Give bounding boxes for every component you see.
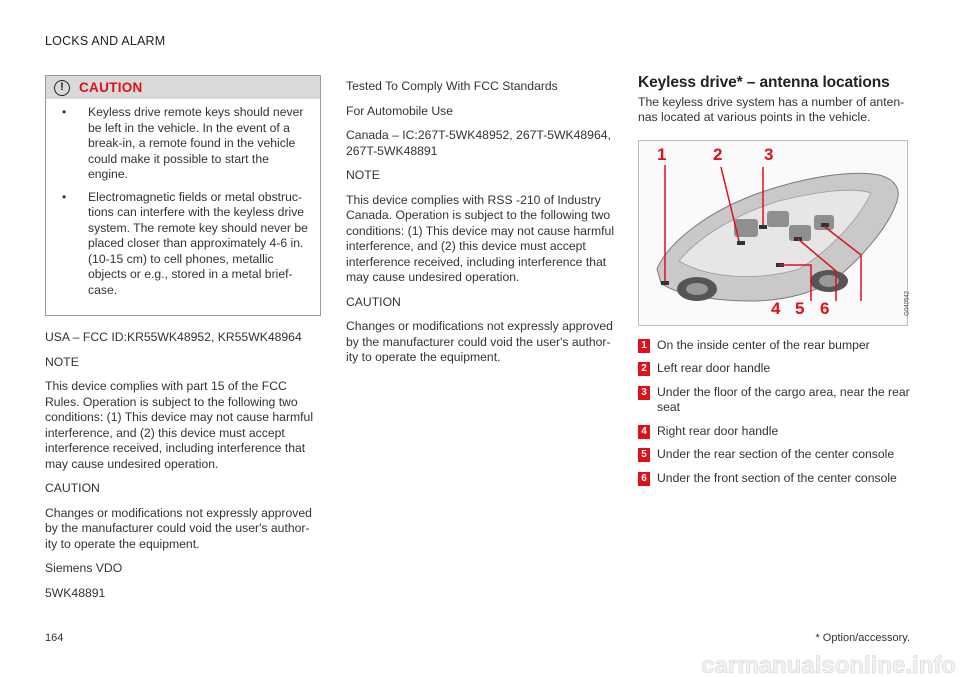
legend-item: [638, 471, 910, 487]
legend-number-badge: 5: [638, 448, 650, 462]
note-label: NOTE: [45, 354, 79, 369]
page-number: 164: [45, 632, 64, 644]
note-text: This device complies with part 15 of the FCC Rules. Operation is subject to the following two conditions: (1) This device may not cause harmful interference, and (2) this device must accept interference received, including interference that may cause undesired operation.: [45, 379, 314, 471]
legend-number-badge: 6: [638, 472, 650, 486]
caution-header: [46, 76, 320, 99]
antenna-location-figure: [638, 140, 911, 326]
legend-item: [638, 361, 910, 377]
running-header: LOCKS AND ALARM: [45, 34, 166, 48]
figure-label-6: 6: [820, 298, 830, 318]
section-intro: The keyless drive system has a number of anten-nas located at various points in the vehicle.: [638, 94, 905, 124]
canada-ic: Canada – IC:267T-5WK48952, 267T-5WK48964, 267T-5WK48891: [346, 128, 611, 158]
legend-text: Right rear door handle: [657, 423, 779, 438]
figure-label-3: 3: [764, 144, 774, 164]
caution-title: CAUTION: [79, 79, 143, 95]
caution-box: [45, 75, 321, 316]
column-left: [45, 75, 321, 610]
legend-item: [638, 385, 910, 416]
use-text: For Automobile Use: [346, 103, 454, 118]
legend-text: Left rear door handle: [657, 361, 771, 375]
legend-number-badge: 1: [638, 339, 650, 353]
tested-text: Tested To Comply With FCC Standards: [346, 79, 558, 93]
legend-text: Under the front section of the center console: [657, 470, 897, 485]
caution-label: CAUTION: [346, 294, 401, 309]
caution-bullet-text: Keyless drive remote keys should never be left in the vehicle. In the event of a break-in, a remote found in the vehicle could make it possible to start the engine.: [88, 105, 304, 181]
section-heading: Keyless drive* – antenna locations: [638, 74, 890, 91]
caution-text: Changes or modifications not expressly approved by the manufacturer could void the user's author-ity to operate the equipment.: [346, 319, 613, 364]
bullet-dot-icon: •: [62, 105, 67, 119]
watermark-logo: [670, 653, 960, 677]
caution-bullet: [62, 190, 310, 299]
legend-number-badge: 2: [638, 362, 650, 376]
model-number: 5WK48891: [45, 585, 106, 600]
car-illustration: [639, 141, 907, 325]
caution-label: CAUTION: [45, 481, 100, 495]
note-label: NOTE: [346, 168, 380, 182]
figure-label-2: 2: [713, 144, 723, 164]
footnote-option-accessory: * Option/accessory.: [815, 632, 910, 644]
legend-text: Under the rear section of the center console: [657, 447, 895, 461]
bullet-dot-icon: •: [62, 189, 67, 204]
legend-number-badge: 3: [638, 386, 650, 400]
note-text: This device complies with RSS -210 of Industry Canada. Operation is subject to the following two conditions: (1) This device may not cause harmful interference, and (2) this device must accept interference received, including interference that may cause undesired operation.: [346, 192, 615, 284]
legend-number-badge: 4: [638, 425, 650, 439]
figure-label-1: 1: [657, 144, 667, 164]
figure-label-4: 4: [771, 298, 781, 318]
watermark-text: carmanualsonline.info: [701, 652, 956, 677]
legend-text: Under the floor of the cargo area, near the rear seat: [657, 384, 910, 414]
legend-text: On the inside center of the rear bumper: [657, 337, 870, 352]
legend-item: [638, 424, 910, 440]
caution-bullet-text: Electromagnetic fields or metal obstruc-tions can interfere with the keyless drive system. The remote key should never be placed closer than approximately 4-6 in. (10-15 cm) to cell phones, metallic objects or e.g., stored in a metal brief-case.: [88, 189, 308, 297]
column-middle: [346, 79, 616, 375]
figure-label-5: 5: [795, 298, 805, 318]
caution-bullet: [62, 105, 310, 183]
legend-item: [638, 447, 910, 463]
caution-text: Changes or modifications not expressly approved by the manufacturer could void the user's author-ity to operate the equipment.: [45, 505, 312, 551]
caution-body: [46, 99, 320, 315]
legend-item: [638, 338, 910, 354]
exclamation-circle-icon: !: [54, 80, 70, 96]
figure-code: G040542: [905, 290, 911, 316]
maker-name: Siemens VDO: [45, 561, 123, 575]
column-right: [638, 75, 910, 494]
fcc-id: USA – FCC ID:KR55WK48952, KR55WK48964: [45, 330, 302, 344]
